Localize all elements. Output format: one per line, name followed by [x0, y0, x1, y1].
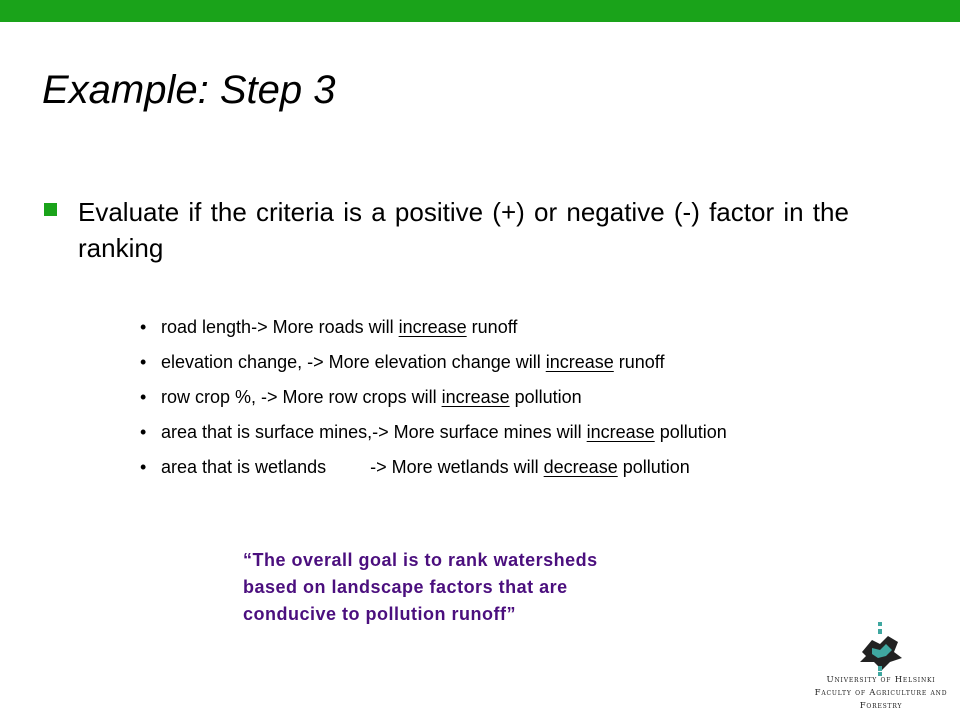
quote-line: conducive to pollution runoff” — [243, 604, 516, 624]
bullet-dot-icon: • — [140, 457, 147, 477]
university-logo — [808, 622, 948, 714]
square-bullet-icon — [44, 203, 57, 216]
quote-line: based on landscape factors that are — [243, 577, 568, 597]
list-item: • road length-> More roads will increase runoff — [140, 313, 940, 348]
goal-quote — [243, 547, 723, 628]
list-item: • elevation change, -> More elevation change will increase runoff — [140, 348, 940, 383]
logo-text: University of Helsinki Faculty of Agriculture and Forestry — [814, 675, 948, 711]
helsinki-university-emblem-icon — [852, 622, 908, 676]
list-item: • row crop %, -> More row crops will increase pollution — [140, 383, 940, 418]
slide-title: Example: Step 3 — [42, 68, 336, 112]
main-bullet-text: Evaluate if the criteria is a positive (+) or negative (-) factor in the ranking — [78, 197, 849, 263]
bullet-dot-icon: • — [140, 317, 147, 337]
list-item: • area that is surface mines,-> More surface mines will increase pollution — [140, 418, 940, 453]
bullet-dot-icon: • — [140, 422, 147, 442]
bullet-dot-icon: • — [140, 387, 147, 407]
bullet-dot-icon: • — [140, 352, 147, 372]
top-accent-bar — [0, 0, 960, 22]
quote-line: “The overall goal is to rank watersheds — [243, 550, 598, 570]
criteria-list — [140, 313, 940, 488]
list-item: • area that is wetlands -> More wetlands will decrease pollution — [140, 453, 940, 488]
